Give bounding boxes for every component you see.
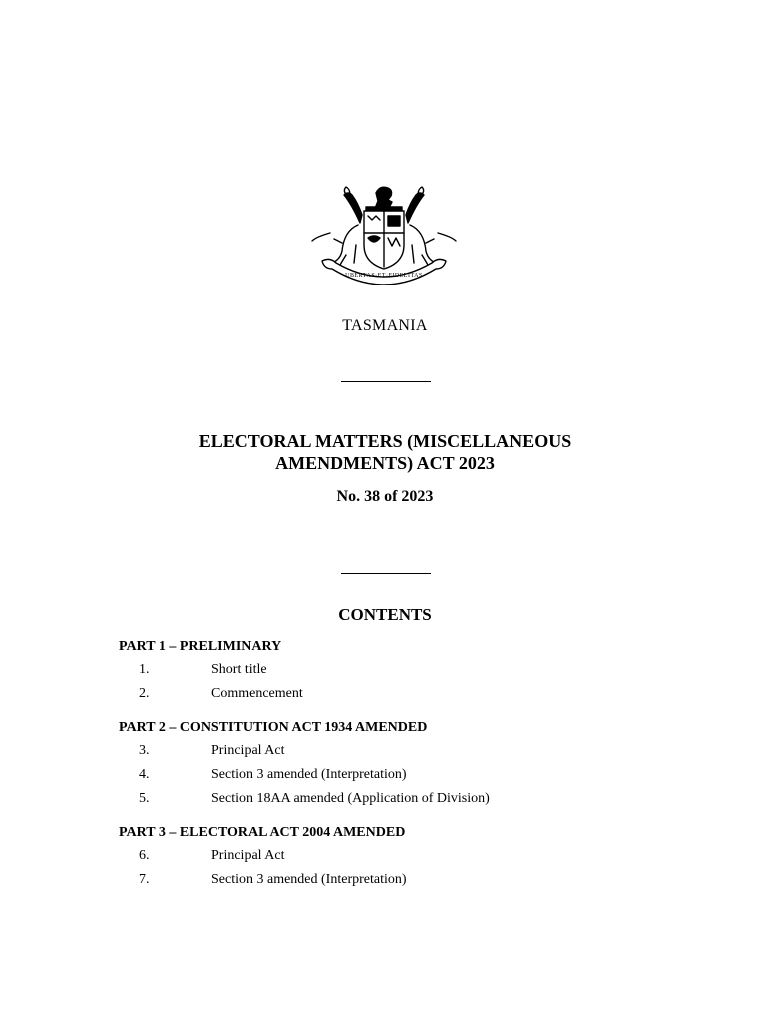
contents-heading: CONTENTS [338,605,432,624]
toc-section-title: Principal Act [211,743,285,758]
toc-entry[interactable] [119,766,679,790]
toc-part-heading[interactable]: PART 2 – CONSTITUTION ACT 1934 AMENDED [119,720,428,735]
svg-text:UBERTAS·ET·FIDELITAS: UBERTAS·ET·FIDELITAS [345,273,423,279]
toc-entry[interactable] [119,847,679,871]
toc-section-title: Commencement [211,686,303,701]
divider-rule [341,573,431,574]
act-title-line-2: AMENDMENTS) ACT 2023 [275,453,495,473]
toc-section-title: Short title [211,662,267,677]
act-title-line-1: ELECTORAL MATTERS (MISCELLANEOUS [198,431,572,451]
toc-part-heading[interactable]: PART 1 – PRELIMINARY [119,639,282,654]
act-title [0,430,770,474]
divider-rule [341,381,431,382]
toc-part-heading[interactable]: PART 3 – ELECTORAL ACT 2004 AMENDED [119,825,406,840]
jurisdiction-name: TASMANIA [342,317,428,334]
toc-section-title: Principal Act [211,848,285,863]
toc-section-number: 2. [139,686,150,701]
toc-section-title: Section 3 amended (Interpretation) [211,872,407,887]
toc-section-number: 3. [139,743,150,758]
toc-entry[interactable] [119,790,679,814]
toc-section-title: Section 18AA amended (Application of Division) [211,791,490,806]
toc-section-number: 7. [139,872,150,887]
coat-of-arms-crest [310,183,458,285]
toc-section-number: 5. [139,791,150,806]
toc-entry[interactable] [119,871,679,895]
act-number: No. 38 of 2023 [336,488,434,505]
toc-section-number: 1. [139,662,150,677]
toc-entry[interactable] [119,661,679,685]
toc-entry[interactable] [119,742,679,766]
toc-section-number: 4. [139,767,150,782]
table-of-contents [119,638,679,895]
toc-section-number: 6. [139,848,150,863]
toc-entry[interactable] [119,685,679,709]
toc-section-title: Section 3 amended (Interpretation) [211,767,407,782]
